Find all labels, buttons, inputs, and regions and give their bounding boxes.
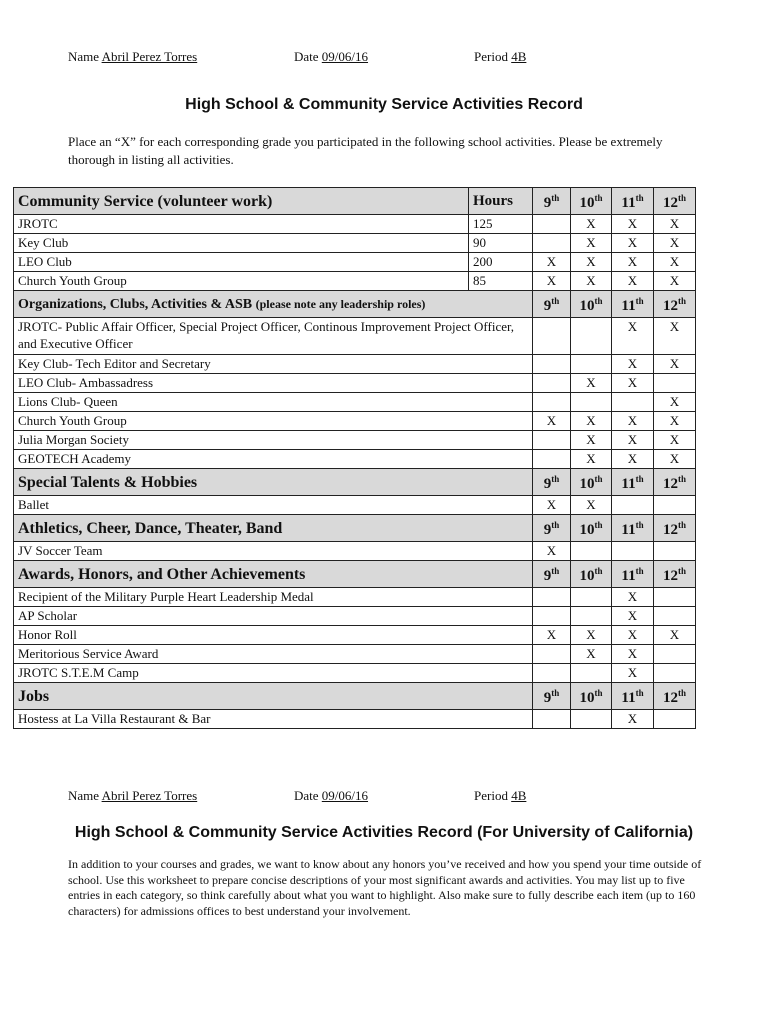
activity-cell: Lions Club- Queen <box>14 393 533 412</box>
section-header-organizations <box>14 291 696 318</box>
table-row <box>14 355 696 374</box>
grade-header-9: 9th <box>533 291 571 318</box>
grade-mark-g12: X <box>654 234 696 253</box>
grade-mark-g11: X <box>612 450 654 469</box>
grade-mark-g12 <box>654 588 696 607</box>
grade-mark-g9 <box>533 393 571 412</box>
table-row <box>14 272 696 291</box>
activity-cell: JROTC <box>14 215 469 234</box>
section-title: Awards, Honors, and Other Achievements <box>14 561 533 588</box>
grade-mark-g12: X <box>654 253 696 272</box>
grade-mark-g10 <box>571 318 612 355</box>
grade-mark-g10 <box>571 393 612 412</box>
grade-header-10: 10th <box>571 291 612 318</box>
grade-mark-g10: X <box>571 496 612 515</box>
grade-mark-g12: X <box>654 318 696 355</box>
student-header <box>68 49 708 67</box>
grade-header-9: 9th <box>533 515 571 542</box>
table-row <box>14 393 696 412</box>
uc-instructions-text: In addition to your courses and grades, we want to know about any honors you’ve received and how you spend your time outside of school. Use this worksheet to prepare concise descriptions of your most significant awards and activities. You may list up to five entries in each category, so think carefully about what you want to highlight. Also make sure to fully describe each item (up to 160 characters) for admissions offices to best understand your involvement. <box>68 857 702 918</box>
student-header-2 <box>68 788 708 806</box>
section-title: Jobs <box>14 683 533 710</box>
grade-mark-g11: X <box>612 253 654 272</box>
grade-mark-g10: X <box>571 374 612 393</box>
grade-mark-g10 <box>571 588 612 607</box>
page-title: High School & Community Service Activities Record <box>185 96 583 113</box>
grade-mark-g10: X <box>571 272 612 291</box>
grade-mark-g9 <box>533 588 571 607</box>
grade-header-9: 9th <box>533 683 571 710</box>
hours-cell: 90 <box>469 234 533 253</box>
activity-cell: LEO Club- Ambassadress <box>14 374 533 393</box>
grade-mark-g10 <box>571 355 612 374</box>
period-field: Period 4B <box>474 788 527 803</box>
grade-mark-g9: X <box>533 412 571 431</box>
grade-mark-g10: X <box>571 626 612 645</box>
grade-mark-g12 <box>654 664 696 683</box>
section-title: Athletics, Cheer, Dance, Theater, Band <box>14 515 533 542</box>
grade-mark-g12 <box>654 496 696 515</box>
period-value: 4B <box>511 49 527 64</box>
name-value: Abril Perez Torres <box>101 49 198 64</box>
grade-mark-g10 <box>571 664 612 683</box>
activity-cell: Recipient of the Military Purple Heart Leadership Medal <box>14 588 533 607</box>
table-row <box>14 374 696 393</box>
grade-mark-g11: X <box>612 626 654 645</box>
activity-cell: JV Soccer Team <box>14 542 533 561</box>
table-row <box>14 588 696 607</box>
grade-mark-g11: X <box>612 234 654 253</box>
activity-cell: Honor Roll <box>14 626 533 645</box>
grade-mark-g11: X <box>612 588 654 607</box>
grade-mark-g12: X <box>654 393 696 412</box>
activity-cell: GEOTECH Academy <box>14 450 533 469</box>
table-row <box>14 318 696 355</box>
grade-mark-g9 <box>533 355 571 374</box>
grade-header-10: 10th <box>571 515 612 542</box>
grade-mark-g12: X <box>654 431 696 450</box>
grade-mark-g9 <box>533 431 571 450</box>
grade-header-12: 12th <box>654 683 696 710</box>
grade-mark-g11: X <box>612 607 654 626</box>
activity-cell: Key Club- Tech Editor and Secretary <box>14 355 533 374</box>
table-row <box>14 710 696 729</box>
activity-cell: Key Club <box>14 234 469 253</box>
grade-mark-g12: X <box>654 450 696 469</box>
table-row <box>14 215 696 234</box>
grade-header-11: 11th <box>612 291 654 318</box>
table-row <box>14 431 696 450</box>
name-field: Name Abril Perez Torres <box>68 49 198 64</box>
grade-header-12: 12th <box>654 561 696 588</box>
grade-mark-g12 <box>654 374 696 393</box>
grade-header-9: 9th <box>533 188 571 215</box>
grade-mark-g9 <box>533 215 571 234</box>
activity-cell: JROTC- Public Affair Officer, Special Project Officer, Continous Improvement Project Officer, and Executive Officer <box>14 318 533 355</box>
grade-mark-g9: X <box>533 496 571 515</box>
grade-mark-g9 <box>533 450 571 469</box>
instructions-text: Place an “X” for each corresponding grade you participated in the following school activities. Please be extremely thorough in listing all activities. <box>68 134 663 167</box>
grade-mark-g9 <box>533 664 571 683</box>
activity-cell: Church Youth Group <box>14 412 533 431</box>
grade-mark-g12: X <box>654 626 696 645</box>
grade-mark-g10: X <box>571 431 612 450</box>
grade-mark-g10: X <box>571 234 612 253</box>
section-header-athletics <box>14 515 696 542</box>
grade-header-10: 10th <box>571 683 612 710</box>
table-row <box>14 234 696 253</box>
grade-mark-g9: X <box>533 253 571 272</box>
grade-mark-g11: X <box>612 374 654 393</box>
grade-mark-g11: X <box>612 355 654 374</box>
grade-header-9: 9th <box>533 561 571 588</box>
grade-mark-g11: X <box>612 645 654 664</box>
name-value: Abril Perez Torres <box>101 788 198 803</box>
grade-header-11: 11th <box>612 515 654 542</box>
activity-cell: JROTC S.T.E.M Camp <box>14 664 533 683</box>
section-header-community <box>14 188 696 215</box>
activity-cell: LEO Club <box>14 253 469 272</box>
grade-mark-g10: X <box>571 215 612 234</box>
period-value: 4B <box>511 788 527 803</box>
grade-mark-g12: X <box>654 412 696 431</box>
grade-mark-g9 <box>533 374 571 393</box>
date-field: Date 09/06/16 <box>294 49 369 64</box>
grade-mark-g11: X <box>612 272 654 291</box>
grade-mark-g12 <box>654 542 696 561</box>
activity-cell: Ballet <box>14 496 533 515</box>
grade-mark-g11: X <box>612 412 654 431</box>
grade-header-9: 9th <box>533 469 571 496</box>
grade-mark-g11: X <box>612 710 654 729</box>
grade-mark-g11 <box>612 496 654 515</box>
grade-mark-g12 <box>654 710 696 729</box>
grade-header-11: 11th <box>612 683 654 710</box>
grade-mark-g10: X <box>571 412 612 431</box>
grade-header-10: 10th <box>571 469 612 496</box>
table-row <box>14 253 696 272</box>
grade-mark-g12: X <box>654 272 696 291</box>
hours-cell: 125 <box>469 215 533 234</box>
grade-mark-g9: X <box>533 272 571 291</box>
grade-mark-g9 <box>533 234 571 253</box>
grade-mark-g9 <box>533 607 571 626</box>
grade-header-12: 12th <box>654 515 696 542</box>
grade-header-11: 11th <box>612 188 654 215</box>
grade-mark-g11 <box>612 542 654 561</box>
hours-header: Hours <box>469 188 533 215</box>
activity-cell: Julia Morgan Society <box>14 431 533 450</box>
grade-mark-g11 <box>612 393 654 412</box>
grade-header-12: 12th <box>654 469 696 496</box>
date-field: Date 09/06/16 <box>294 788 369 803</box>
grade-mark-g9 <box>533 318 571 355</box>
activity-cell: AP Scholar <box>14 607 533 626</box>
grade-header-10: 10th <box>571 188 612 215</box>
section-title: Community Service (volunteer work) <box>14 188 469 215</box>
grade-header-10: 10th <box>571 561 612 588</box>
activity-cell: Hostess at La Villa Restaurant & Bar <box>14 710 533 729</box>
section-header-talents <box>14 469 696 496</box>
section-title: Special Talents & Hobbies <box>14 469 533 496</box>
section-header-jobs <box>14 683 696 710</box>
grade-mark-g9 <box>533 710 571 729</box>
grade-mark-g10 <box>571 710 612 729</box>
grade-mark-g12: X <box>654 215 696 234</box>
grade-mark-g12 <box>654 645 696 664</box>
table-row <box>14 664 696 683</box>
date-value: 09/06/16 <box>321 49 369 64</box>
uc-record-title: High School & Community Service Activities Record (For University of California) <box>74 824 694 841</box>
grade-mark-g10 <box>571 607 612 626</box>
table-row <box>14 645 696 664</box>
table-row <box>14 412 696 431</box>
grade-header-11: 11th <box>612 469 654 496</box>
table-row <box>14 542 696 561</box>
section-header-awards <box>14 561 696 588</box>
table-row <box>14 450 696 469</box>
grade-mark-g11: X <box>612 318 654 355</box>
grade-mark-g10 <box>571 542 612 561</box>
table-row <box>14 496 696 515</box>
table-row <box>14 626 696 645</box>
grade-header-12: 12th <box>654 291 696 318</box>
grade-mark-g12: X <box>654 355 696 374</box>
name-field: Name Abril Perez Torres <box>68 788 198 803</box>
grade-mark-g10: X <box>571 450 612 469</box>
grade-mark-g9: X <box>533 542 571 561</box>
date-value: 09/06/16 <box>321 788 369 803</box>
grade-header-12: 12th <box>654 188 696 215</box>
grade-mark-g11: X <box>612 215 654 234</box>
table-row <box>14 607 696 626</box>
period-field: Period 4B <box>474 49 527 64</box>
grade-mark-g10: X <box>571 253 612 272</box>
grade-mark-g9: X <box>533 626 571 645</box>
activity-cell: Church Youth Group <box>14 272 469 291</box>
grade-mark-g12 <box>654 607 696 626</box>
grade-header-11: 11th <box>612 561 654 588</box>
hours-cell: 85 <box>469 272 533 291</box>
activity-cell: Meritorious Service Award <box>14 645 533 664</box>
grade-mark-g9 <box>533 645 571 664</box>
grade-mark-g11: X <box>612 431 654 450</box>
section-title: Organizations, Clubs, Activities & ASB (please note any leadership roles) <box>14 291 533 318</box>
activities-table <box>13 187 696 729</box>
hours-cell: 200 <box>469 253 533 272</box>
grade-mark-g11: X <box>612 664 654 683</box>
grade-mark-g10: X <box>571 645 612 664</box>
